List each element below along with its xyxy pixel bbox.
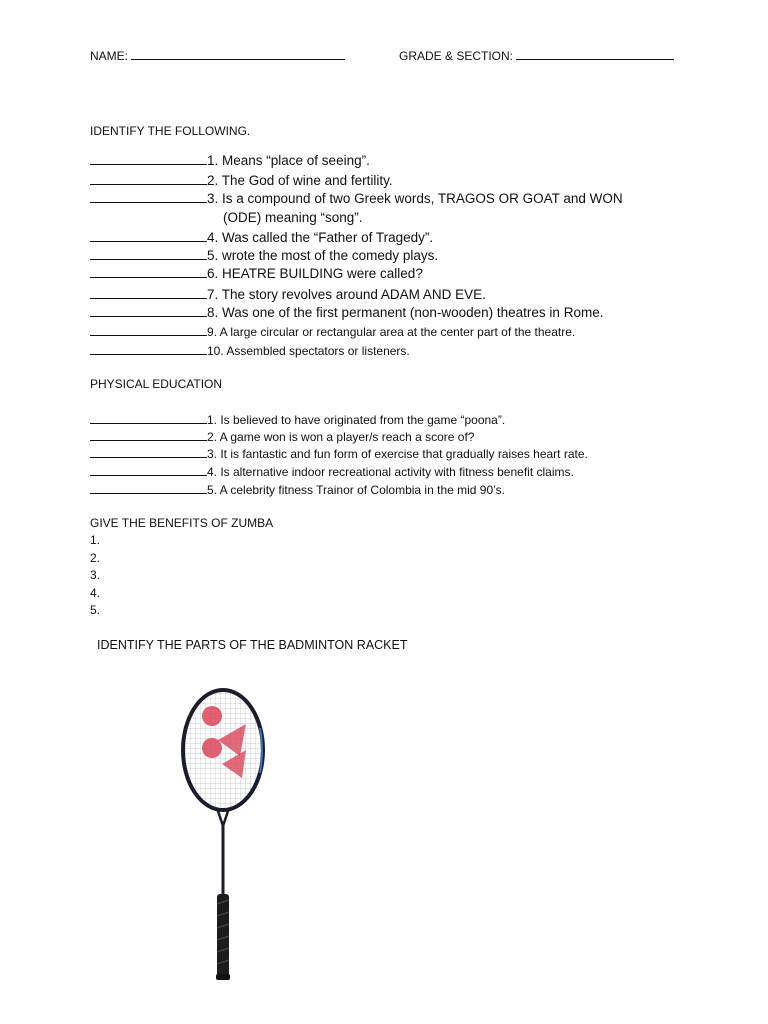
racket-butt-cap [216, 974, 230, 980]
answer-blank [90, 266, 207, 278]
grade-section-field[interactable] [399, 48, 674, 63]
pe-heading: PHYSICAL EDUCATION [90, 377, 223, 391]
answer-blank [90, 464, 207, 476]
grade-blank-line [516, 48, 674, 60]
name-label: NAME: [90, 49, 129, 63]
racket-shaft [222, 824, 225, 896]
name-blank-line [131, 48, 345, 60]
answer-blank [90, 482, 207, 494]
zumba-heading: GIVE THE BENEFITS OF ZUMBA [90, 516, 274, 530]
answer-blank [90, 191, 207, 203]
grade-section-label: GRADE & SECTION: [399, 49, 514, 63]
identify-item: 10. Assembled spectators or listeners. [90, 343, 410, 358]
racket-heading: IDENTIFY THE PARTS OF THE BADMINTON RACKET [97, 638, 408, 652]
list-item: 3. [90, 568, 101, 582]
identify-item: 2. The God of wine and fertility. [90, 173, 393, 188]
pe-item: 5. A celebrity fitness Trainor of Colombia in the mid 90’s. [90, 482, 505, 497]
pe-item: 3. It is fantastic and fun form of exercise that gradually raises heart rate. [90, 446, 588, 461]
identify-heading: IDENTIFY THE FOLLOWING. [90, 124, 251, 138]
badminton-racket-image [100, 668, 340, 998]
identify-item-continued: (ODE) meaning “song”. [223, 210, 363, 225]
answer-blank [90, 446, 207, 458]
list-item: 5. [90, 603, 101, 617]
identify-item: 6. HEATRE BUILDING were called? [90, 266, 423, 281]
pe-item: 4. Is alternative indoor recreational activity with fitness benefit claims. [90, 464, 574, 479]
answer-blank [90, 173, 207, 185]
answer-blank [90, 412, 207, 424]
answer-blank [90, 153, 207, 165]
answer-blank [90, 305, 207, 317]
identify-item: 8. Was one of the first permanent (non-wooden) theatres in Rome. [90, 305, 603, 320]
answer-blank [90, 287, 207, 299]
answer-blank [90, 324, 207, 336]
pe-item: 1. Is believed to have originated from the game “poona”. [90, 412, 505, 427]
list-item: 4. [90, 586, 101, 600]
identify-item: 5. wrote the most of the comedy plays. [90, 248, 438, 263]
identify-item: 9. A large circular or rectangular area at the center part of the theatre. [90, 324, 575, 339]
name-field[interactable] [90, 48, 345, 63]
racket-strings [185, 692, 261, 808]
identify-item: 4. Was called the “Father of Tragedy”. [90, 230, 433, 245]
pe-item: 2. A game won is won a player/s reach a score of? [90, 429, 474, 444]
list-item: 1. [90, 533, 101, 547]
identify-item: 1. Means “place of seeing”. [90, 153, 370, 168]
answer-blank [90, 343, 207, 355]
answer-blank [90, 230, 207, 242]
identify-item: 3. Is a compound of two Greek words, TRAGOS OR GOAT and WON [90, 191, 623, 206]
list-item: 2. [90, 551, 101, 565]
answer-blank [90, 429, 207, 441]
identify-item: 7. The story revolves around ADAM AND EVE. [90, 287, 486, 302]
answer-blank [90, 248, 207, 260]
